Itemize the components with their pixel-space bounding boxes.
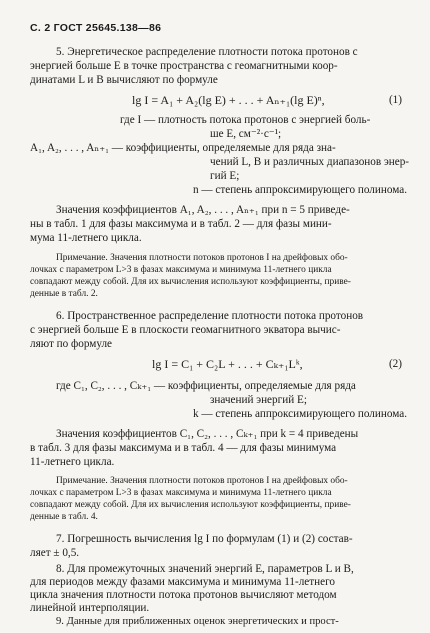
s7-line-1: 7. Погрешность вычисления lg I по формулам (1) и (2) состав- (56, 533, 353, 545)
s5-where-1b: ше E, см⁻²·с⁻¹; (210, 128, 282, 140)
s5-where-2a: A₁, A₂, . . . , Aₙ₊₁ — коэффициенты, определяемые для ряда зна- (30, 142, 336, 154)
s8-line-1: 8. Для промежуточных значений энергий E, параметров L и B, (56, 563, 354, 575)
s6-note-1: Примечание. Значения плотности потоков протонов I на дрейфовых обо- (56, 476, 348, 486)
s6-values-1: Значения коэффициентов C₁, C₂, . . . , Cₖ₊₁ при k = 4 приведены (56, 428, 359, 440)
s8-line-4: линейной интерполяции. (30, 602, 150, 614)
s6-note-4: денные в табл. 4. (30, 512, 98, 522)
s5-note-1: Примечание. Значения плотности потоков протонов I на дрейфовых обо- (56, 253, 348, 263)
s6-where-1a: где C₁, C₂, . . . , Cₖ₊₁ — коэффициенты, определяемые для ряда (56, 380, 356, 392)
s6-values-3: 11-летнего цикла. (30, 456, 115, 468)
s6-where-2: k — степень аппроксимирующего полинома. (193, 408, 408, 420)
s5-line-1: 5. Энергетическое распределение плотности потока протонов с (56, 46, 358, 58)
s5-note-3: совпадают между собой. Для их вычисления используют коэффициенты, приве- (30, 277, 351, 287)
s9-line-1: 9. Данные для приближенных оценок энергетических и прост- (56, 616, 339, 627)
s5-line-3: динатами L и B вычисляют по формуле (30, 74, 218, 86)
s6-line-1: 6. Пространственное распределение плотности потока протонов (56, 310, 364, 322)
s5-values-1: Значения коэффициентов A₁, A₂, . . . , Aₙ₊₁ при n = 5 приведе- (56, 204, 350, 216)
s8-line-3: цикла значения плотности потока протонов вычисляют методом (30, 589, 337, 601)
page-header: С. 2 ГОСТ 25645.138—86 (30, 22, 162, 34)
s5-line-2: энергией больше E в точке пространства с геомагнитными коор- (30, 60, 338, 72)
formula-2: lg I = C₁ + C₂L + . . . + Cₖ₊₁Lᵏ, (152, 357, 303, 371)
s7-line-2: ляет ± 0,5. (30, 547, 80, 559)
s5-where-3: n — степень аппроксимирующего полинома. (193, 184, 408, 196)
s5-where-1a: где I — плотность потока протонов с энергией боль- (120, 114, 371, 126)
s5-note-4: денные в табл. 2. (30, 289, 98, 299)
equation-number-2: (2) (388, 358, 402, 370)
s6-note-3: совпадают между собой. Для их вычисления используют коэффициенты, приве- (30, 500, 351, 510)
s6-line-3: ляют по формуле (30, 338, 112, 350)
s5-where-2b: чений L, B и различных диапазонов энер- (210, 156, 410, 168)
equation-number-1: (1) (388, 94, 402, 106)
s5-where-2c: гий E; (210, 170, 240, 182)
s6-where-1b: значений энергий E; (210, 394, 307, 406)
s5-values-3: мума 11-летнего цикла. (30, 232, 142, 244)
s5-note-2: лочках с параметром L>3 в фазах максимума и минимума 11-летнего цикла (30, 265, 332, 275)
s6-note-2: лочках с параметром L>3 в фазах максимума и минимума 11-летнего цикла (30, 488, 332, 498)
formula-1: lg I = A₁ + A₂(lg E) + . . . + Aₙ₊₁(lg E)ⁿ, (132, 93, 325, 107)
s8-line-2: для периодов между фазами максимума и минимума 11-летнего (30, 576, 335, 588)
s6-values-2: в табл. 3 для фазы максимума и в табл. 4 — для фазы минимума (30, 442, 337, 454)
s5-values-2: ны в табл. 1 для фазы максимума и в табл. 2 — для фазы мини- (30, 218, 332, 230)
s6-line-2: с энергией больше E в плоскости геомагнитного экватора вычис- (30, 324, 341, 336)
